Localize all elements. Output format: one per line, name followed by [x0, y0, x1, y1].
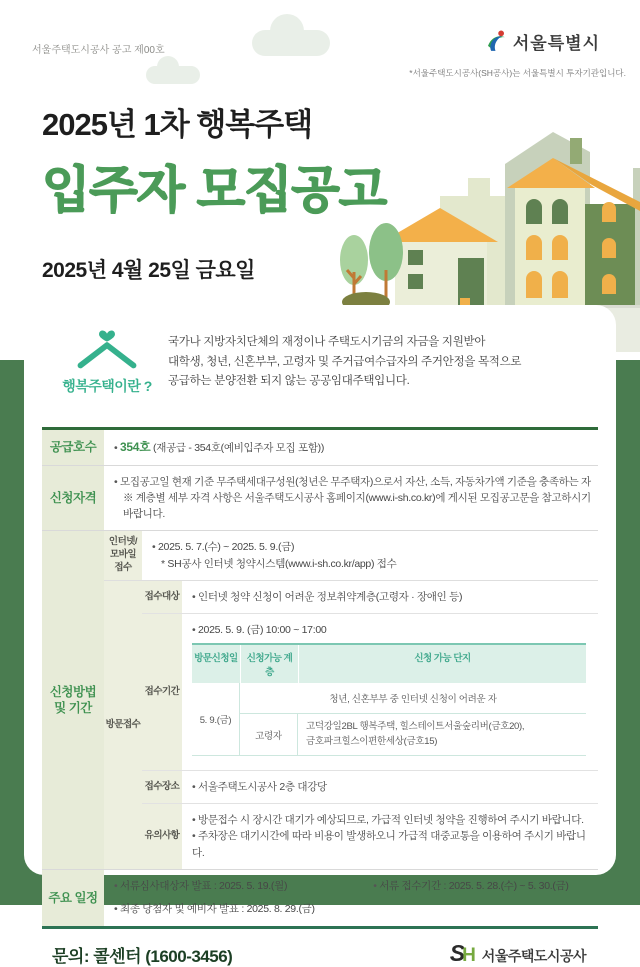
visit-application-label: 방문접수	[104, 581, 142, 869]
key-schedule-item: • 서류심사대상자 발표 : 2025. 5. 19.(월)	[114, 878, 373, 894]
internet-label-line1: 인터넷/	[108, 536, 138, 548]
notice-number: 서울주택도시공사 공고 제00호	[32, 45, 165, 56]
internet-application-period: • 2025. 5. 7.(수) ~ 2025. 5. 9.(금)	[152, 539, 594, 555]
visit-target-row	[142, 581, 598, 613]
supply-count-label: 공급호수	[42, 430, 104, 465]
eligibility-line1: • 모집공고일 현재 기준 무주택세대구성원(청년은 무주택자)으로서 자산, 소득, 자동차가액 기준을 충족하는 자	[114, 474, 594, 490]
intro-desc-line: 공급하는 분양전환 되지 않는 공공임대주택입니다.	[168, 375, 410, 388]
internet-application-label	[104, 531, 142, 580]
schedule-row1-text: 청년, 신혼부부 중 인터넷 신청이 어려운 자	[240, 683, 586, 714]
seoul-city-logo-mark-icon	[483, 29, 508, 54]
schedule-col-visit-date: 방문신청일	[192, 645, 240, 683]
visit-place-row	[142, 770, 598, 803]
info-table	[42, 427, 598, 929]
supply-count-number: 354호	[120, 440, 151, 454]
key-schedule-item: • 서류 접수기간 : 2025. 5. 28.(수) ~ 5. 30.(금)	[373, 878, 568, 894]
visit-period-label: 접수기간	[142, 614, 182, 770]
application-method-label	[42, 531, 104, 869]
cloud-icon	[252, 30, 330, 56]
supply-count-detail: (재공급 - 354호(예비입주자 모집 포함))	[150, 442, 325, 454]
supply-count-value	[104, 430, 598, 465]
visit-period-content	[182, 614, 598, 770]
internet-application-note: * SH공사 인터넷 청약시스템(www.i-sh.co.kr/app) 접수	[161, 557, 397, 570]
key-schedule-label: 주요 일정	[42, 870, 104, 926]
content-panel	[24, 305, 616, 967]
application-method-content	[104, 531, 598, 869]
supply-count-row	[42, 430, 598, 465]
poster-title-block	[42, 99, 386, 284]
intro-section	[42, 305, 598, 425]
visit-place-text: • 서울주택도시공사 2층 대강당	[192, 779, 327, 795]
key-schedule-content	[104, 870, 598, 926]
seoul-city-logo	[483, 29, 600, 54]
visit-application-row	[104, 580, 598, 869]
sh-corporation-logo	[450, 942, 586, 966]
city-investment-note: *서울주택도시공사(SH공사)는 서울특별시 투자기관입니다.	[409, 68, 626, 78]
schedule-col-complex: 신청 가능 단지	[298, 645, 586, 683]
application-method-row	[42, 530, 598, 869]
intro-desc-line: 국가나 지방자치단체의 재정이나 주택도시기금의 자금을 지원받아	[168, 336, 486, 348]
key-schedule-row	[42, 869, 598, 926]
title-line1: 2025년 1차 행복주택	[42, 107, 313, 142]
eligibility-label: 신청자격	[42, 466, 104, 531]
intro-label: 행복주택이란 ?	[62, 378, 152, 394]
application-method-label-line2: 및 기간	[54, 701, 92, 716]
sh-logo-h-icon: H	[462, 945, 476, 967]
eligibility-line2: ※ 계층별 세부 자격 사항은 서울주택도시공사 홈페이지(www.i-sh.co.kr)에 게시된 모집공고문을 참고하시기 바랍니다.	[123, 491, 591, 521]
visit-schedule-table	[192, 643, 586, 756]
sh-logo-s-icon: S	[449, 940, 466, 967]
schedule-row2-complex-line1: 고덕강일2BL 행복주택, 힐스테이트서울숲리버(금호20),	[306, 721, 525, 733]
happy-house-heart-icon	[68, 323, 146, 369]
intro-description	[168, 323, 594, 392]
key-schedule-item: • 최종 당첨자 및 예비자 발표 : 2025. 8. 29.(금)	[114, 901, 594, 917]
visit-application-content	[142, 581, 598, 869]
eligibility-text	[104, 466, 598, 531]
application-method-label-line1: 신청방법	[49, 684, 97, 699]
visit-period-datetime: • 2025. 5. 9. (금) 10:00 ~ 17:00	[192, 622, 594, 638]
sh-corporation-name: 서울주택도시공사	[481, 948, 586, 965]
visit-place-label: 접수장소	[142, 771, 182, 803]
panel-footer	[42, 929, 598, 967]
eligibility-row	[42, 465, 598, 531]
visit-caution-label: 유의사항	[142, 804, 182, 869]
schedule-visit-date: 5. 9.(금)	[192, 683, 240, 755]
contact-info: 문의: 콜센터 (1600-3456)	[52, 946, 233, 966]
visit-caution-line: • 방문접수 시 장시간 대기가 예상되므로, 가급적 인터넷 청약을 진행하여 주시기 바랍니다.	[192, 812, 594, 828]
visit-caution-line: • 주차장은 대기시간에 따라 비용이 발생하오니 가급적 대중교통을 이용하여 주시기 바랍니다.	[192, 828, 594, 861]
internet-application-content	[142, 531, 598, 580]
cloud-icon	[146, 66, 200, 84]
title-line2: 입주자 모집공고	[42, 162, 386, 218]
visit-caution-content	[182, 804, 598, 869]
schedule-row2-class: 고령자	[240, 714, 298, 755]
visit-target-text-wrap	[182, 581, 598, 613]
intro-icon-block	[46, 323, 168, 396]
visit-target-label: 접수대상	[142, 581, 182, 613]
visit-target-text: • 인터넷 청약 신청이 어려운 정보취약계층(고령자 · 장애인 등)	[192, 589, 462, 605]
schedule-row2-complex-line2: 금호파크힐스이편한세상(금호15)	[306, 735, 438, 747]
visit-place-text-wrap	[182, 771, 598, 803]
announcement-date: 2025년 4월 25일 금요일	[42, 259, 255, 282]
schedule-row2-complex	[298, 714, 586, 755]
seoul-city-name: 서울특별시	[512, 34, 600, 53]
internet-application-row	[104, 531, 598, 580]
visit-caution-row	[142, 803, 598, 869]
internet-label-line2: 모바일 접수	[109, 549, 137, 574]
intro-desc-line: 대학생, 청년, 신혼부부, 고령자 및 주거급여수급자의 주거안정을 목적으로	[168, 355, 522, 368]
visit-period-row	[142, 613, 598, 770]
schedule-col-class: 신청가능 계층	[240, 645, 298, 683]
